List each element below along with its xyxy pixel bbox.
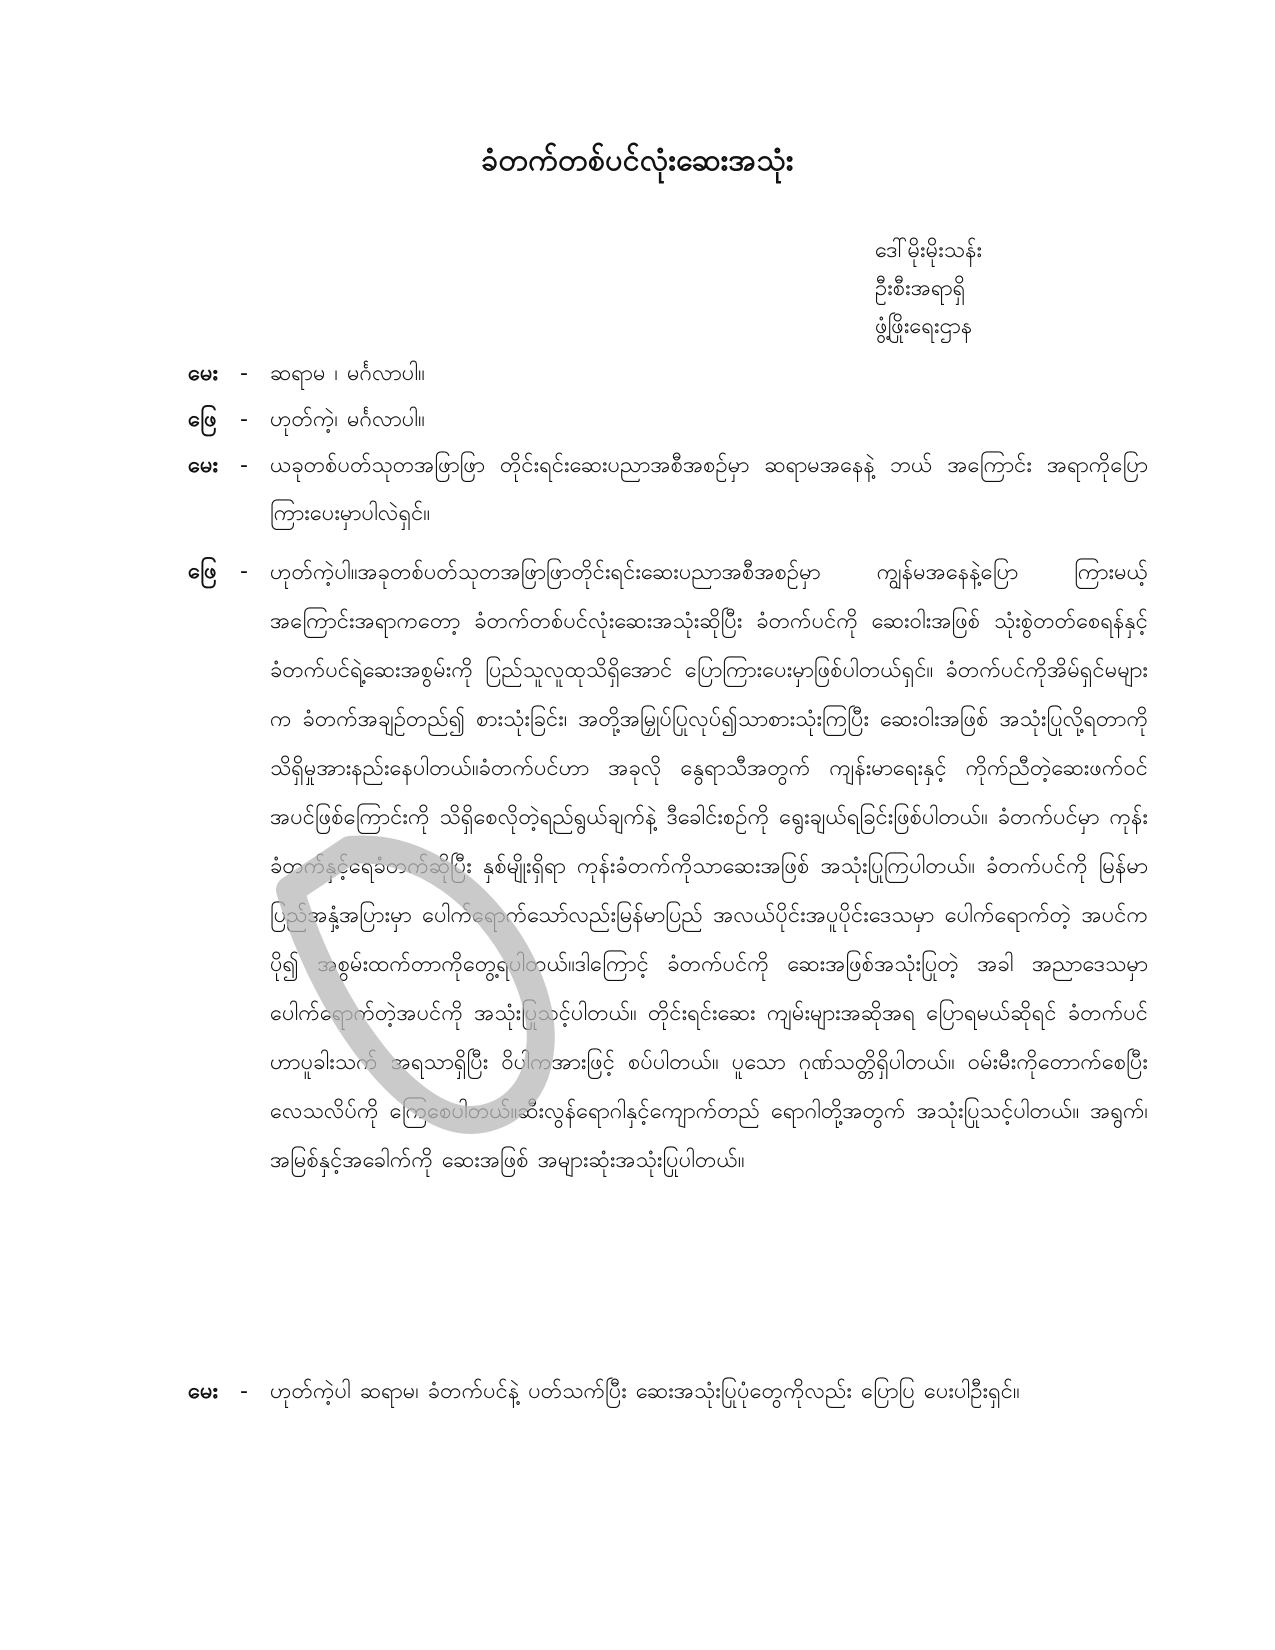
separator-dash: -	[240, 407, 248, 432]
answer-text: ဟုတ်ကဲ့၊ မင်္ဂလာပါ။	[270, 407, 425, 432]
answer-label: ဖြေ	[188, 559, 217, 584]
author-department: ဖွံ့ဖြိုးရေးဌာန	[875, 314, 973, 339]
separator-dash: -	[240, 1379, 248, 1404]
question-label: မေး	[188, 1379, 219, 1404]
separator-dash: -	[240, 453, 248, 478]
qa-question	[188, 350, 1148, 398]
qa-answer	[188, 396, 1148, 444]
question-label: မေး	[188, 453, 219, 478]
question-text: ယခုတစ်ပတ်သုတအဖြာဖြာ တိုင်းရင်းဆေးပညာအစီအစဉ်မှာ ဆရာမအနေနဲ့ ဘယ် အကြောင်း အရာကိုပြောကြားပေးမှာပါလဲရှင်။	[270, 453, 1148, 526]
qa-answer	[188, 548, 1148, 1185]
page-title: ခံတက်တစ်ပင်လုံးဆေးအသုံး	[481, 143, 794, 178]
qa-question	[188, 1368, 1148, 1416]
author-block	[875, 232, 1205, 346]
question-label: မေး	[188, 361, 219, 386]
author-name: ဒေါ်မိုးမိုးသန်း	[875, 238, 983, 263]
author-position: ဦးစီးအရာရှိ	[875, 276, 966, 301]
question-text: ဟုတ်ကဲ့ပါ ဆရာမ၊ ခံတက်ပင်နဲ့ ပတ်သက်ပြီး ဆေးအသုံးပြုပုံတွေကိုလည်း ပြောပြ ပေးပါဦးရှင်။	[270, 1379, 1020, 1404]
qa-question	[188, 442, 1148, 538]
question-text: ဆရာမ ၊ မင်္ဂလာပါ။	[270, 361, 425, 386]
answer-label: ဖြေ	[188, 407, 217, 432]
separator-dash: -	[240, 559, 248, 584]
answer-text: ဟုတ်ကဲ့ပါ။အခုတစ်ပတ်သုတအဖြာဖြာတိုင်းရင်းဆေးပညာအစီအစဉ်မှာ ကျွန်မအနေနဲ့ပြော ကြားမယ့် အကြောင်းအရာကတော့ ခံတက်တစ်ပင်လုံးဆေးအသုံးဆိုပြီး ခံတက်ပင်ကို ဆေးဝါးအဖြစ် သုံးစွဲတတ်စေရန်နှင့် ခံတက်ပင်ရဲ့ဆေးအစွမ်းကို ပြည်သူလူထုသိရှိအောင် ပြောကြားပေးမှာဖြစ်ပါတယ်ရှင်။ ခံတက်ပင်ကိုအိမ်ရှင်မများက ခံတက်အချဉ်တည်၍ စားသုံးခြင်း၊ အတို့အမြှုပ်ပြုလုပ်၍သာစားသုံးကြပြီး ဆေးဝါးအဖြစ် အသုံးပြုလို့ရတာကို သိရှိမှုအားနည်းနေပါတယ်။ခံတက်ပင်ဟာ အခုလို နွေရာသီအတွက် ကျန်းမာရေးနှင့် ကိုက်ညီတဲ့ဆေးဖက်ဝင်အပင်ဖြစ်ကြောင်းကို သိရှိစေလိုတဲ့ရည်ရွယ်ချက်နဲ့ ဒီခေါင်းစဉ်ကို ရွေးချယ်ရခြင်းဖြစ်ပါတယ်။ ခံတက်ပင်မှာ ကုန်းခံတက်နှင့်ရေခံတက်ဆိုပြီး နှစ်မျိုးရှိရာ ကုန်းခံတက်ကိုသာဆေးအဖြစ် အသုံးပြုကြပါတယ်။ ခံတက်ပင်ကို မြန်မာပြည်အနှံ့အပြားမှာ ပေါက်ရောက်သော်လည်းမြန်မာပြည် အလယ်ပိုင်းအပူပိုင်းဒေသမှာ ပေါက်ရောက်တဲ့ အပင်ကပို၍ အစွမ်းထက်တာကိုတွေ့ရပါတယ်။ဒါကြောင့် ခံတက်ပင်ကို ဆေးအဖြစ်အသုံးပြုတဲ့ အခါ အညာဒေသမှာ ပေါက်ရောက်တဲ့အပင်ကို အသုံးပြုသင့်ပါတယ်။ တိုင်းရင်းဆေး ကျမ်းများအဆိုအရ ပြောရမယ်ဆိုရင် ခံတက်ပင်ဟာပူခါးသက် အရသာရှိပြီး ဝိပါကအားဖြင့် စပ်ပါတယ်။ ပူသော ဂုဏ်သတ္တိရှိပါတယ်။ ဝမ်းမီးကိုတောက်စေပြီး လေသလိပ်ကို ကြေစေပါတယ်။ဆီးလွန်ရောဂါနှင့်ကျောက်တည် ရောဂါတို့အတွက် အသုံးပြုသင့်ပါတယ်။ အရွက်၊ အမြစ်နှင့်အခေါက်ကို ဆေးအဖြစ် အများဆုံးအသုံးပြုပါတယ်။	[270, 560, 1148, 1173]
separator-dash: -	[240, 361, 248, 386]
